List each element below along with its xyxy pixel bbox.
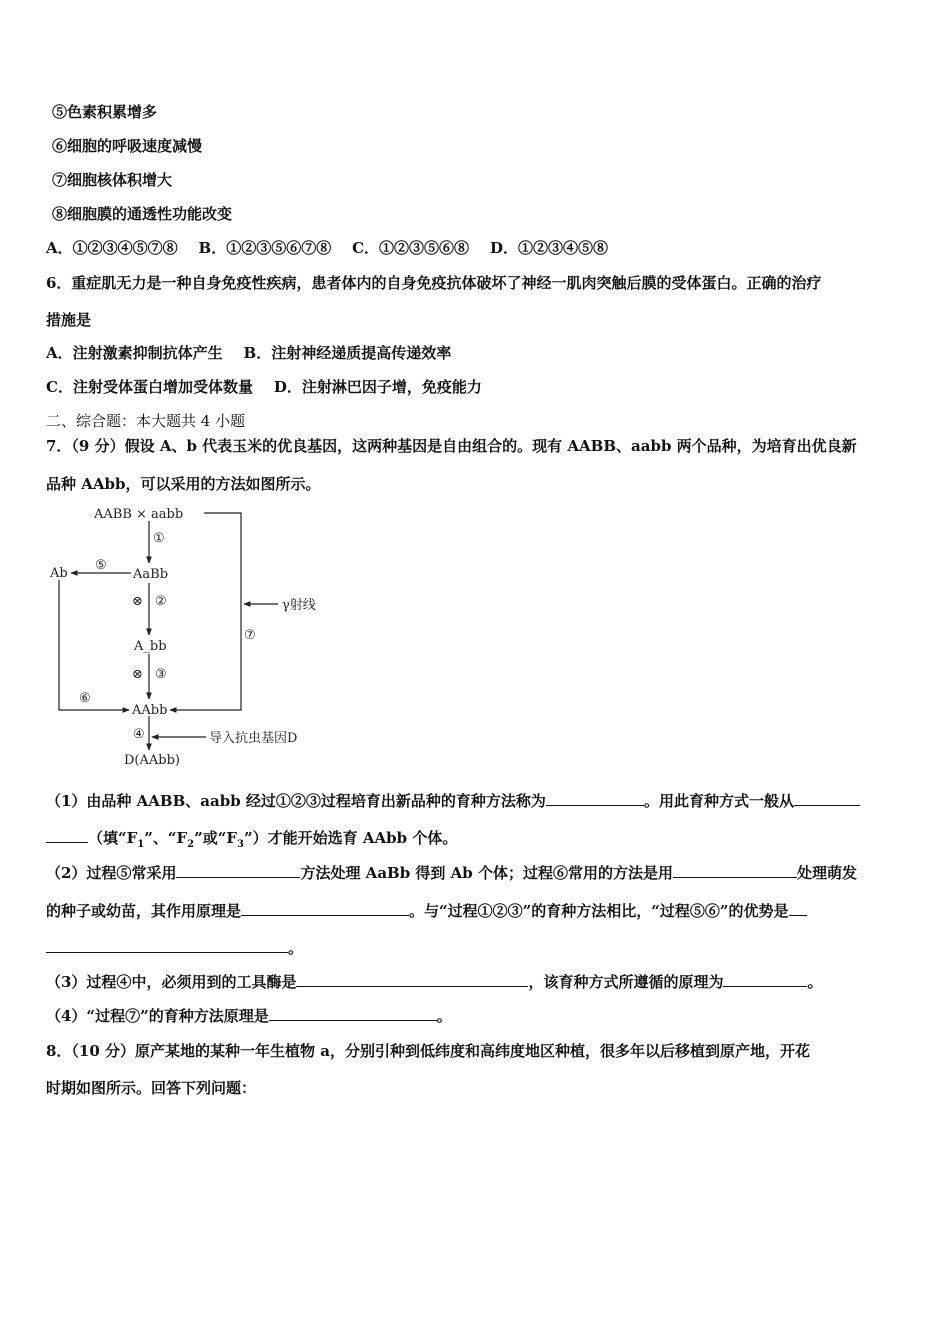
q7-stem-line2: 品种 AAbb，可以采用的方法如图所示。 <box>46 475 321 493</box>
q7-part2-line3: 。 <box>46 938 303 958</box>
answer-blank-10[interactable] <box>723 972 807 987</box>
diagram-step7: ⑦ <box>244 628 256 643</box>
q5-item-8: ⑧细胞膜的通透性功能改变 <box>52 205 233 223</box>
q5-item-7: ⑦细胞核体积增大 <box>52 171 173 189</box>
q7-part2-line1: （2）过程⑤常采用 方法处理 AaBb 得到 Ab 个体；过程⑥常用的方法是用 处理萌发 <box>46 864 858 882</box>
diagram-gamma: γ射线 <box>282 598 316 613</box>
q5-options <box>46 238 608 258</box>
answer-blank-5[interactable] <box>673 863 797 878</box>
diagram-f2: A_bb <box>134 639 167 654</box>
diagram-f1: AaBb <box>133 567 169 582</box>
diagram-step5: ⑤ <box>95 558 107 573</box>
q6-options-cd <box>46 377 482 397</box>
q5-option-b: B．①②③⑤⑥⑦⑧ <box>198 239 332 257</box>
breeding-diagram <box>46 500 346 775</box>
diagram-step6: ⑥ <box>79 691 91 706</box>
q5-option-d: D．①②③④⑤⑧ <box>489 239 608 257</box>
q8-stem-line1: 8．（10 分）原产某地的某种一年生植物 a，分别引种到低纬度和高纬度地区种植，很多年以后移植到原产地，开花 <box>46 1042 810 1060</box>
diagram-selfing-2: ⊗ <box>132 667 143 682</box>
q7-part1-line2: （填“$F_1$”、“$F_2$”或“$F_3$”）才能开始选育 AAbb 个体。 <box>46 828 457 855</box>
arrow-step7 <box>170 513 241 710</box>
answer-blank-3[interactable] <box>46 828 88 843</box>
diagram-step4: ④ <box>133 727 145 742</box>
answer-blank-11[interactable] <box>269 1006 437 1021</box>
diagram-final: D(AAbb) <box>124 753 180 768</box>
q6-options-ab <box>46 343 451 363</box>
diagram-step2: ② <box>155 594 167 609</box>
answer-blank-7[interactable] <box>789 901 807 916</box>
q5-option-c: C．①②③⑤⑥⑧ <box>352 239 470 257</box>
answer-blank-1[interactable] <box>546 791 644 806</box>
q6-option-c: C．注射受体蛋白增加受体数量 <box>46 378 253 396</box>
q5-item-6: ⑥细胞的呼吸速度减慢 <box>52 137 203 155</box>
q7-part2-line2: 的种子或幼苗，其作用原理是 。与“过程①②③”的育种方法相比，“过程⑤⑥”的优势是 <box>46 901 807 921</box>
section-heading: 二、综合题：本大题共 4 小题 <box>46 412 246 430</box>
q5-option-a: A．①②③④⑤⑦⑧ <box>46 239 178 257</box>
diagram-selfing-1: ⊗ <box>132 594 143 609</box>
q7-stem-line1: 7．（9 分）假设 A、b 代表玉米的优良基因，这两种基因是自由组合的。现有 AABB、aabb 两个品种，为培育出优良新 <box>46 437 857 455</box>
answer-blank-9[interactable] <box>296 972 528 987</box>
diagram-parents: AABB × aabb <box>94 507 184 522</box>
diagram-step3: ③ <box>155 667 167 682</box>
answer-blank-6[interactable] <box>241 901 409 916</box>
q7-part3: （3）过程④中，必须用到的工具酶是 ，该育种方式所遵循的原理为 。 <box>46 973 823 991</box>
q8-stem-line2: 时期如图所示。回答下列问题： <box>46 1079 257 1097</box>
q5-item-5: ⑤色素积累增多 <box>52 103 158 121</box>
answer-blank-2[interactable] <box>794 791 860 806</box>
q6-stem-line2: 措施是 <box>46 311 92 329</box>
q6-option-d: D．注射淋巴因子增，免疫能力 <box>273 378 482 396</box>
answer-blank-4[interactable] <box>176 863 300 878</box>
answer-blank-8[interactable] <box>46 938 288 953</box>
diagram-target: AAbb <box>132 703 168 718</box>
q6-option-a: A．注射激素抑制抗体产生 <box>46 344 223 362</box>
diagram-ab: Ab <box>50 566 68 581</box>
q7-part4: （4）“过程⑦”的育种方法原理是 。 <box>46 1007 452 1025</box>
diagram-step1: ① <box>153 531 165 546</box>
diagram-gene: 导入抗虫基因D <box>209 731 298 746</box>
q6-stem-line1: 6．重症肌无力是一种自身免疫性疾病，患者体内的自身免疫抗体破坏了神经一肌肉突触后膜的受体蛋白。正确的治疗 <box>46 274 822 292</box>
q6-option-b: B．注射神经递质提高传递效率 <box>243 344 452 362</box>
arrow-step6 <box>59 580 129 710</box>
q7-part1-line1: （1）由品种 AABB、aabb 经过①②③过程培育出新品种的育种方法称为 。用此育种方式一般从 <box>46 791 860 811</box>
